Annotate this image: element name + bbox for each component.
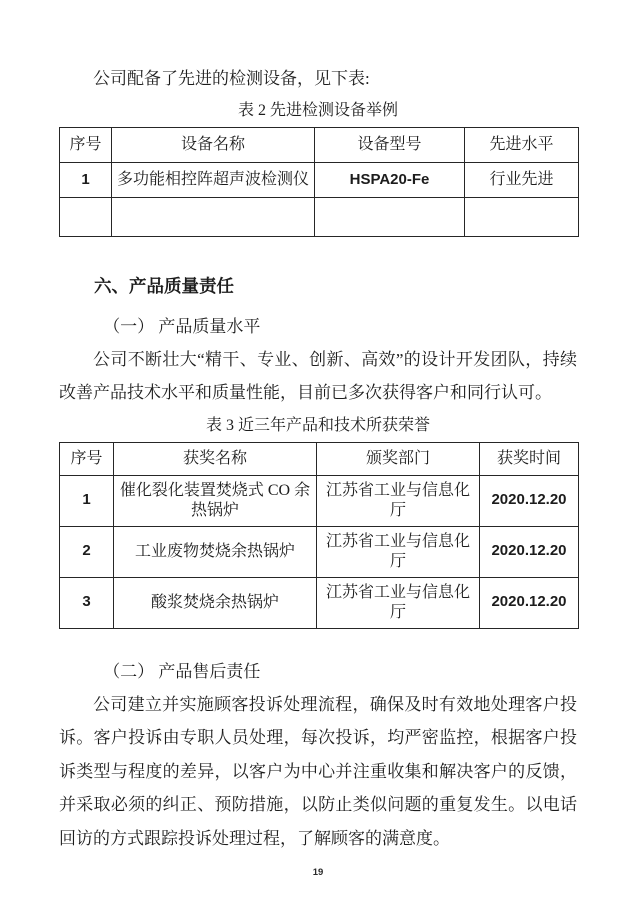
cell-award-department: 江苏省工业与信息化厅 xyxy=(317,577,480,628)
cell-award-department: 江苏省工业与信息化厅 xyxy=(317,526,480,577)
cell-award-department: 江苏省工业与信息化厅 xyxy=(317,475,480,526)
cell-empty xyxy=(112,198,315,237)
equipment-table xyxy=(59,127,579,237)
table-row xyxy=(60,526,579,577)
cell-award-name: 工业废物焚烧余热锅炉 xyxy=(114,526,317,577)
cell-award-date: 2020.12.20 xyxy=(480,577,579,628)
cell-serial: 3 xyxy=(60,577,114,628)
cell-award-date: 2020.12.20 xyxy=(480,526,579,577)
cell-advanced-level: 行业先进 xyxy=(465,163,579,198)
page-number: 19 xyxy=(312,867,324,879)
cell-serial: 1 xyxy=(60,163,112,198)
subsection-title-aftersales: （二） 产品售后责任 xyxy=(103,661,261,681)
header-cell-award-department: 颁奖部门 xyxy=(317,442,480,475)
equipment-table-header-row xyxy=(60,128,579,163)
cell-serial: 1 xyxy=(60,475,114,526)
section-heading: 六、产品质量责任 xyxy=(94,276,234,297)
header-cell-award-date: 获奖时间 xyxy=(480,442,579,475)
header-cell-serial: 序号 xyxy=(60,442,114,475)
header-cell-advanced-level: 先进水平 xyxy=(465,128,579,163)
header-cell-serial: 序号 xyxy=(60,128,112,163)
cell-device-model: HSPA20-Fe xyxy=(315,163,465,198)
table-row-empty xyxy=(60,198,579,237)
table-row xyxy=(60,163,579,198)
cell-empty xyxy=(60,198,112,237)
quality-level-paragraph: 公司不断壮大“精干、专业、创新、高效”的设计开发团队，持续改善产品技术水平和质量性能，目前已多次获得客户和同行认可。 xyxy=(59,349,577,403)
cell-empty xyxy=(465,198,579,237)
awards-table-header-row xyxy=(60,442,579,475)
cell-empty xyxy=(315,198,465,237)
table-row xyxy=(60,475,579,526)
intro-paragraph: 公司配备了先进的检测设备，见下表: xyxy=(93,69,370,88)
table2-caption: 表 2 先进检测设备举例 xyxy=(237,102,398,120)
subsection-title-quality-level: （一） 产品质量水平 xyxy=(103,316,261,336)
table-row xyxy=(60,577,579,628)
cell-serial: 2 xyxy=(60,526,114,577)
header-cell-device-name: 设备名称 xyxy=(112,128,315,163)
cell-award-name: 催化裂化装置焚烧式 CO 余热锅炉 xyxy=(114,475,317,526)
cell-award-date: 2020.12.20 xyxy=(480,475,579,526)
aftersales-paragraph: 公司建立并实施顾客投诉处理流程，确保及时有效地处理客户投诉。客户投诉由专职人员处理，每次投诉，均严密监控，根据客户投诉类型与程度的差异，以客户为中心并注重收集和解决客户的反馈，并采取必须的纠正、预防措施，以防止类似问题的重复发生。以电话回访的方式跟踪投诉处理过程，了解顾客的满意度。 xyxy=(59,694,577,848)
table3-caption: 表 3 近三年产品和技术所获荣誉 xyxy=(205,416,430,434)
cell-award-name: 酸浆焚烧余热锅炉 xyxy=(114,577,317,628)
header-cell-device-model: 设备型号 xyxy=(315,128,465,163)
awards-table xyxy=(59,442,579,629)
header-cell-award-name: 获奖名称 xyxy=(114,442,317,475)
cell-device-name: 多功能相控阵超声波检测仪 xyxy=(112,163,315,198)
